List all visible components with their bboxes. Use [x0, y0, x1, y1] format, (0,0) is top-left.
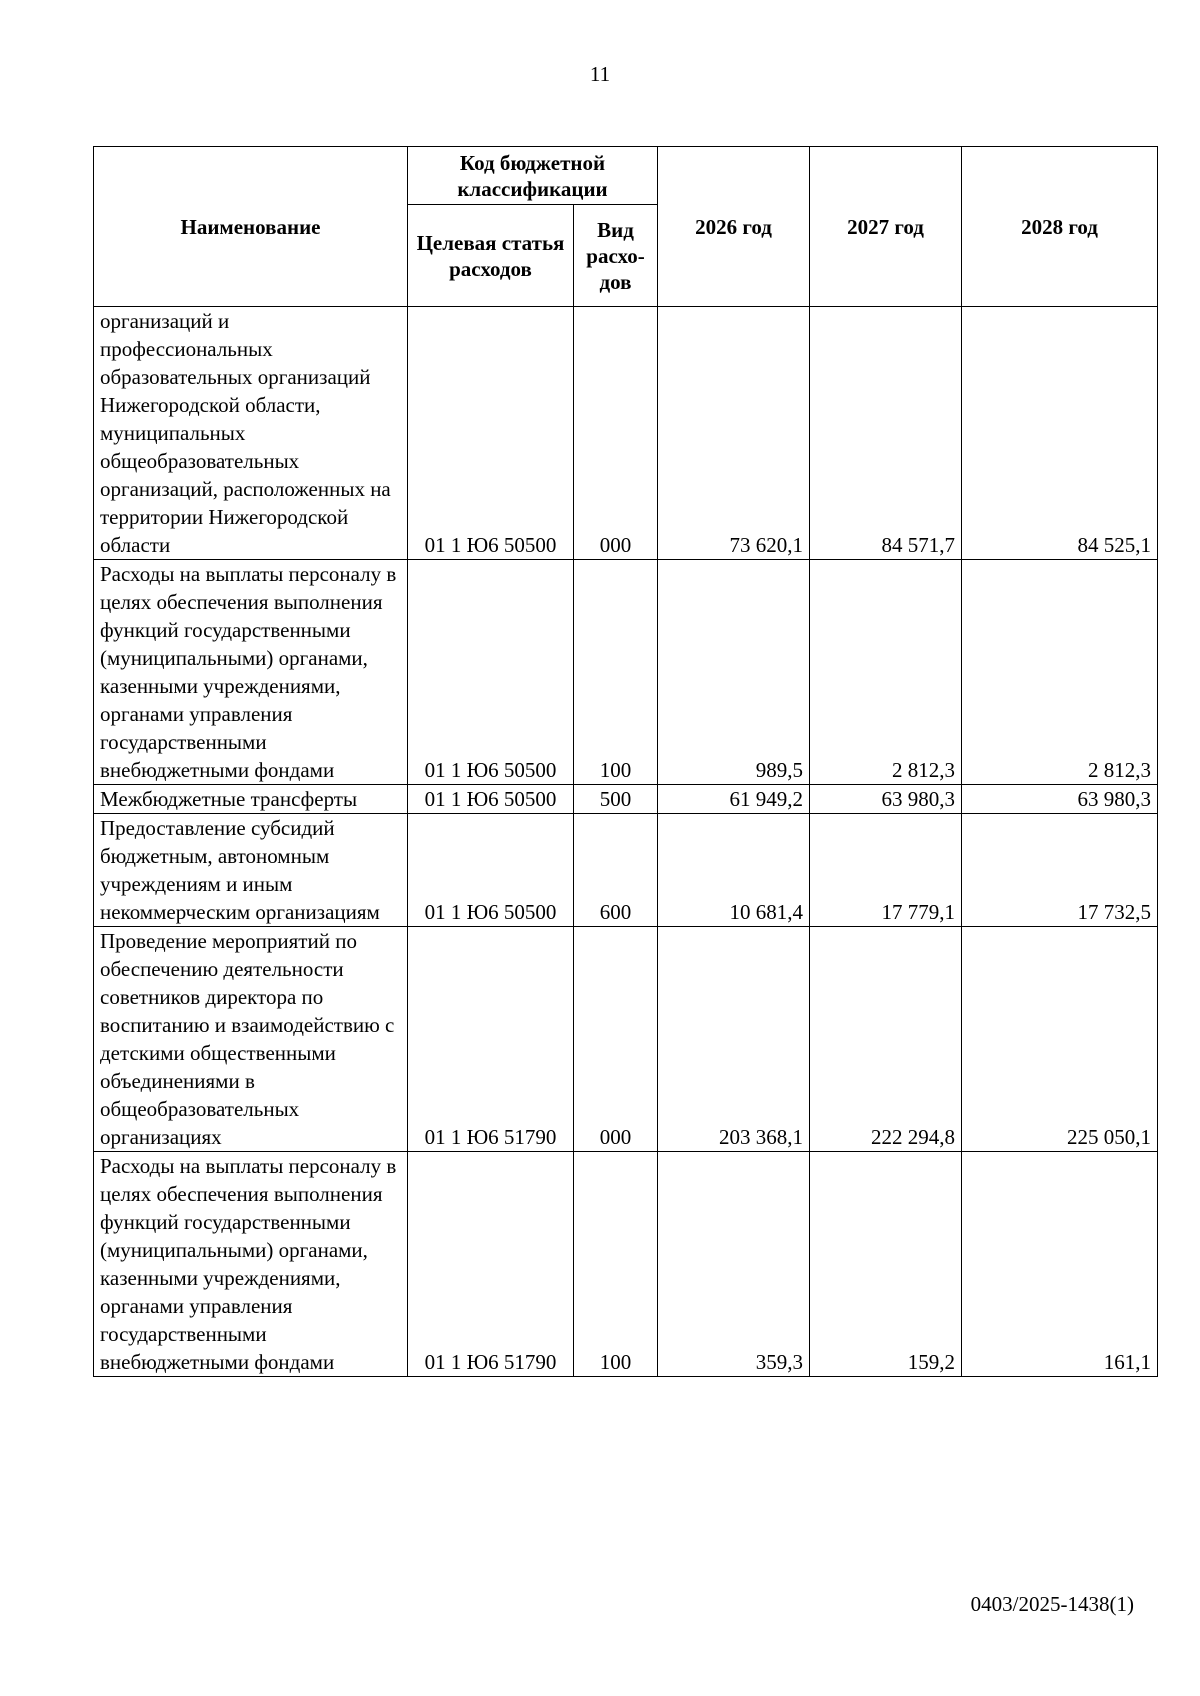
row-2026: 203 368,1: [658, 927, 810, 1152]
document-registration-code: 0403/2025-1438(1): [970, 1592, 1134, 1616]
row-kind: 600: [574, 814, 658, 927]
row-name: организаций и профессиональных образовательных организаций Нижегородской области, муниципальных общеобразовательных организаций, расположенных на территории Нижегородской области: [94, 307, 408, 560]
header-year-2026: 2026 год: [658, 147, 810, 307]
header-code-group: Код бюджетной классификации: [408, 147, 658, 205]
row-2028: 84 525,1: [962, 307, 1158, 560]
budget-table: [93, 146, 1158, 1377]
table-row: [94, 785, 1158, 814]
header-expense-type: Вид расхо-дов: [574, 205, 658, 307]
row-name: Расходы на выплаты персоналу в целях обеспечения выполнения функций государственными (муниципальными) органами, казенными учреждениями, органами управления государственными внебюджетными фондами: [94, 1152, 408, 1377]
header-year-2027: 2027 год: [810, 147, 962, 307]
row-2027: 84 571,7: [810, 307, 962, 560]
row-2028: 161,1: [962, 1152, 1158, 1377]
row-2026: 10 681,4: [658, 814, 810, 927]
row-code: 01 1 Ю6 51790: [408, 927, 574, 1152]
row-2027: 222 294,8: [810, 927, 962, 1152]
table-row: [94, 1152, 1158, 1377]
table-row: [94, 927, 1158, 1152]
row-2026: 989,5: [658, 560, 810, 785]
row-code: 01 1 Ю6 50500: [408, 560, 574, 785]
table-row: [94, 560, 1158, 785]
row-2027: 159,2: [810, 1152, 962, 1377]
header-target-article: Целевая статья расходов: [408, 205, 574, 307]
row-2026: 359,3: [658, 1152, 810, 1377]
row-code: 01 1 Ю6 50500: [408, 307, 574, 560]
header-year-2028: 2028 год: [962, 147, 1158, 307]
row-kind: 000: [574, 307, 658, 560]
row-kind: 100: [574, 1152, 658, 1377]
row-name: Расходы на выплаты персоналу в целях обеспечения выполнения функций государственными (муниципальными) органами, казенными учреждениями, органами управления государственными внебюджетными фондами: [94, 560, 408, 785]
row-2028: 63 980,3: [962, 785, 1158, 814]
row-name: Межбюджетные трансферты: [94, 785, 408, 814]
row-2026: 73 620,1: [658, 307, 810, 560]
table-row: [94, 307, 1158, 560]
row-2028: 2 812,3: [962, 560, 1158, 785]
row-kind: 500: [574, 785, 658, 814]
row-2027: 63 980,3: [810, 785, 962, 814]
table-row: [94, 814, 1158, 927]
row-name: Проведение мероприятий по обеспечению деятельности советников директора по воспитанию и взаимодействию с детскими общественными объединениями в общеобразовательных организациях: [94, 927, 408, 1152]
row-name: Предоставление субсидий бюджетным, автономным учреждениям и иным некоммерческим организациям: [94, 814, 408, 927]
row-2027: 17 779,1: [810, 814, 962, 927]
row-kind: 000: [574, 927, 658, 1152]
header-name: Наименование: [94, 147, 408, 307]
row-2026: 61 949,2: [658, 785, 810, 814]
row-code: 01 1 Ю6 51790: [408, 1152, 574, 1377]
row-2028: 17 732,5: [962, 814, 1158, 927]
row-2028: 225 050,1: [962, 927, 1158, 1152]
row-kind: 100: [574, 560, 658, 785]
row-code: 01 1 Ю6 50500: [408, 814, 574, 927]
page-number: 11: [589, 62, 611, 86]
row-code: 01 1 Ю6 50500: [408, 785, 574, 814]
row-2027: 2 812,3: [810, 560, 962, 785]
